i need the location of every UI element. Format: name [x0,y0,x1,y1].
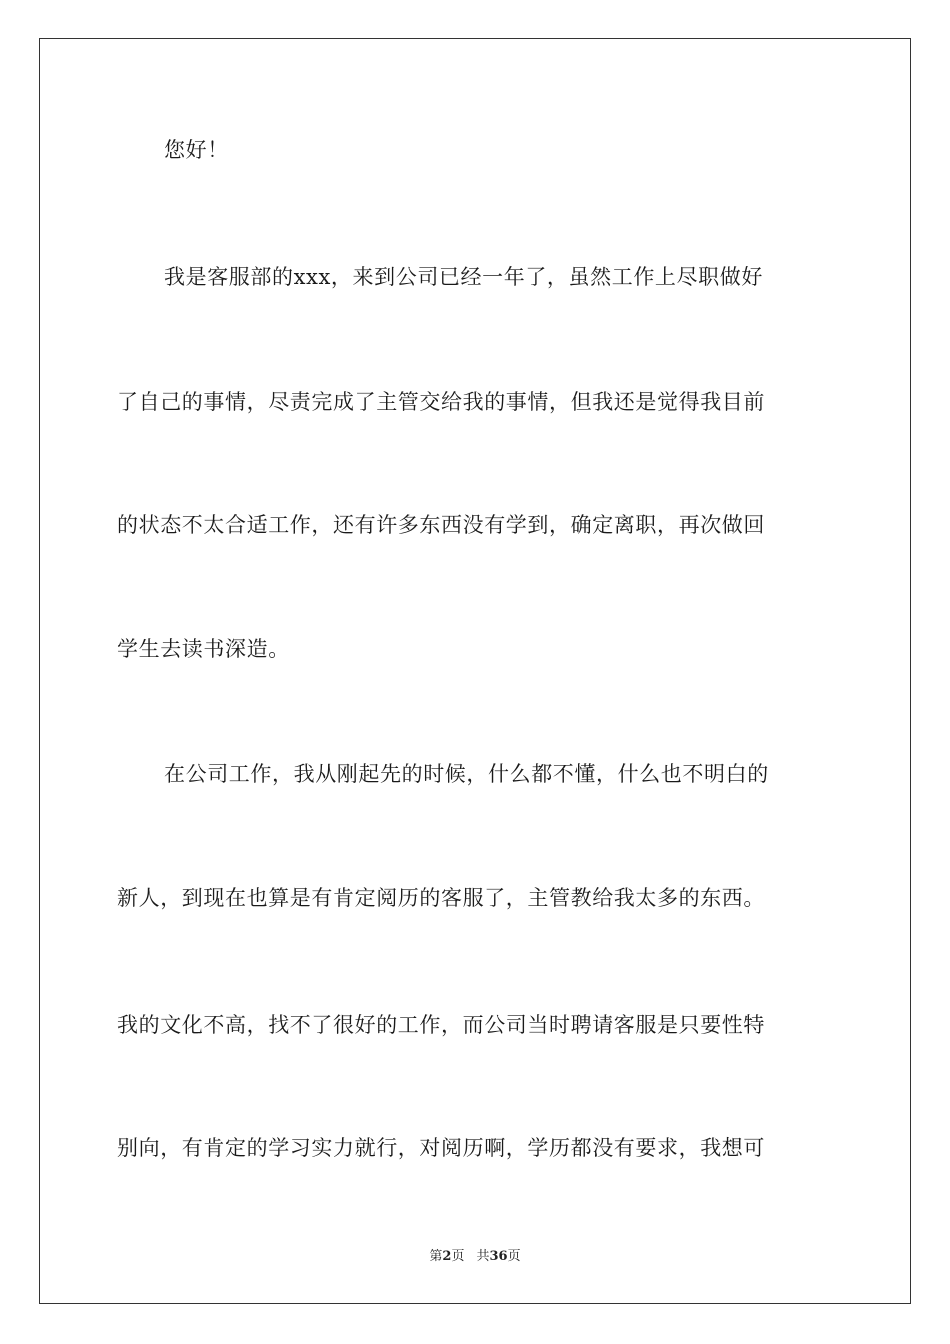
total-pages-suffix: 页 [507,1249,521,1264]
total-pages-prefix: 共 [476,1249,490,1264]
paragraph-line: 的状态不太合适工作，还有许多东西没有学到，确定离职，再次做回 [117,513,765,537]
paragraph-line: 别向，有肯定的学习实力就行，对阅历啊，学历都没有要求，我想可 [117,1136,765,1160]
page-number-prefix: 第 [429,1249,443,1264]
page-number-suffix: 页 [451,1249,465,1264]
total-page-count: 36 [489,1249,508,1264]
paragraph-line: 我是客服部的xxx，来到公司已经一年了，虽然工作上尽职做好 [164,265,763,289]
paragraph-line: 我的文化不高，找不了很好的工作，而公司当时聘请客服是只要性特 [117,1013,765,1037]
page-border [39,38,911,1304]
page-footer [0,1248,950,1266]
paragraph-line: 在公司工作，我从刚起先的时候，什么都不懂，什么也不明白的 [164,762,769,786]
paragraph-line: 了自己的事情，尽责完成了主管交给我的事情，但我还是觉得我目前 [117,390,765,414]
paragraph-line: 学生去读书深造。 [117,637,290,661]
greeting-line: 您好！ [164,138,229,162]
paragraph-line: 新人，到现在也算是有肯定阅历的客服了，主管教给我太多的东西。 [117,886,765,910]
current-page-number: 2 [442,1249,452,1264]
